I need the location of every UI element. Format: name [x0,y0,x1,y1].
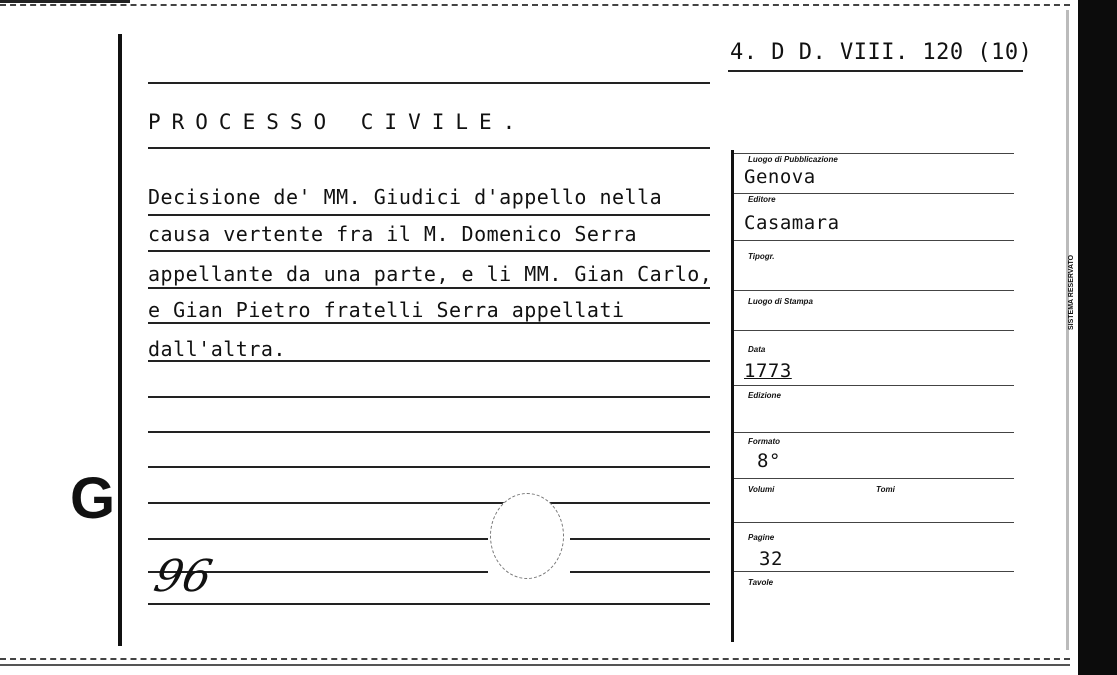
field-divider [734,432,1014,433]
edition-label: Edizione [748,391,781,400]
rule-line [148,250,710,252]
field-divider [734,240,1014,241]
field-divider [734,193,1014,194]
publisher-value: Casamara [744,212,840,234]
rule-line [570,571,710,573]
rule-line [148,502,710,504]
rule-line [148,322,710,324]
description-line: appellante da una parte, e li MM. Gian Carlo, [148,262,713,286]
rule-line [148,431,710,433]
pages-label: Pagine [748,533,775,542]
field-divider [734,522,1014,523]
rule-line [148,466,710,468]
place-value: Genova [744,166,816,188]
rule-line [570,538,710,540]
description-line: e Gian Pietro fratelli Serra appellati [148,298,625,322]
shelfmark-underline [728,70,1023,72]
field-divider [734,330,1014,331]
description-line: dall'altra. [148,337,286,361]
pages-value: 32 [759,548,783,570]
date-label: Data [748,345,766,354]
letter-mark: G [70,466,116,531]
description-line: causa vertente fra il M. Domenico Serra [148,222,638,246]
right-inner-edge [1066,10,1069,650]
rule-line [148,287,710,289]
print-place-label: Luogo di Stampa [748,297,813,306]
volumes-label: Volumi [748,485,775,494]
field-divider [734,385,1014,386]
rule-line [148,603,710,605]
field-divider [734,571,1014,572]
format-label: Formato [748,437,780,446]
handwritten-number: 96 [149,551,217,602]
top-edge [0,4,1070,6]
punch-hole [490,493,564,579]
plates-label: Tavole [748,578,774,587]
printer-label: Tipogr. [748,252,775,261]
field-divider [734,153,1014,154]
tomes-label: Tomi [876,485,895,494]
place-label: Luogo di Pubblicazione [748,155,838,164]
spine-label: SISTEMA RESERVATO [1068,254,1075,330]
right-scan-border [1078,0,1117,675]
rule-line [148,538,488,540]
field-divider [734,290,1014,291]
format-value: 8° [757,450,781,472]
rule-line [148,82,710,84]
bottom-edge-line [0,664,1070,666]
date-value: 1773 [744,360,792,382]
bottom-edge [0,658,1070,660]
card-heading: PROCESSO CIVILE. [148,110,527,134]
shelfmark: 4. D D. VIII. 120 (10) [730,40,1033,65]
top-edge-line [0,0,130,3]
fields-column-rule [731,150,734,642]
rule-line [148,147,710,149]
rule-line [148,214,710,216]
left-margin-rule [118,34,122,646]
description-line: Decisione de' MM. Giudici d'appello nella [148,185,663,209]
rule-line [148,396,710,398]
publisher-label: Editore [748,195,776,204]
field-divider [734,478,1014,479]
